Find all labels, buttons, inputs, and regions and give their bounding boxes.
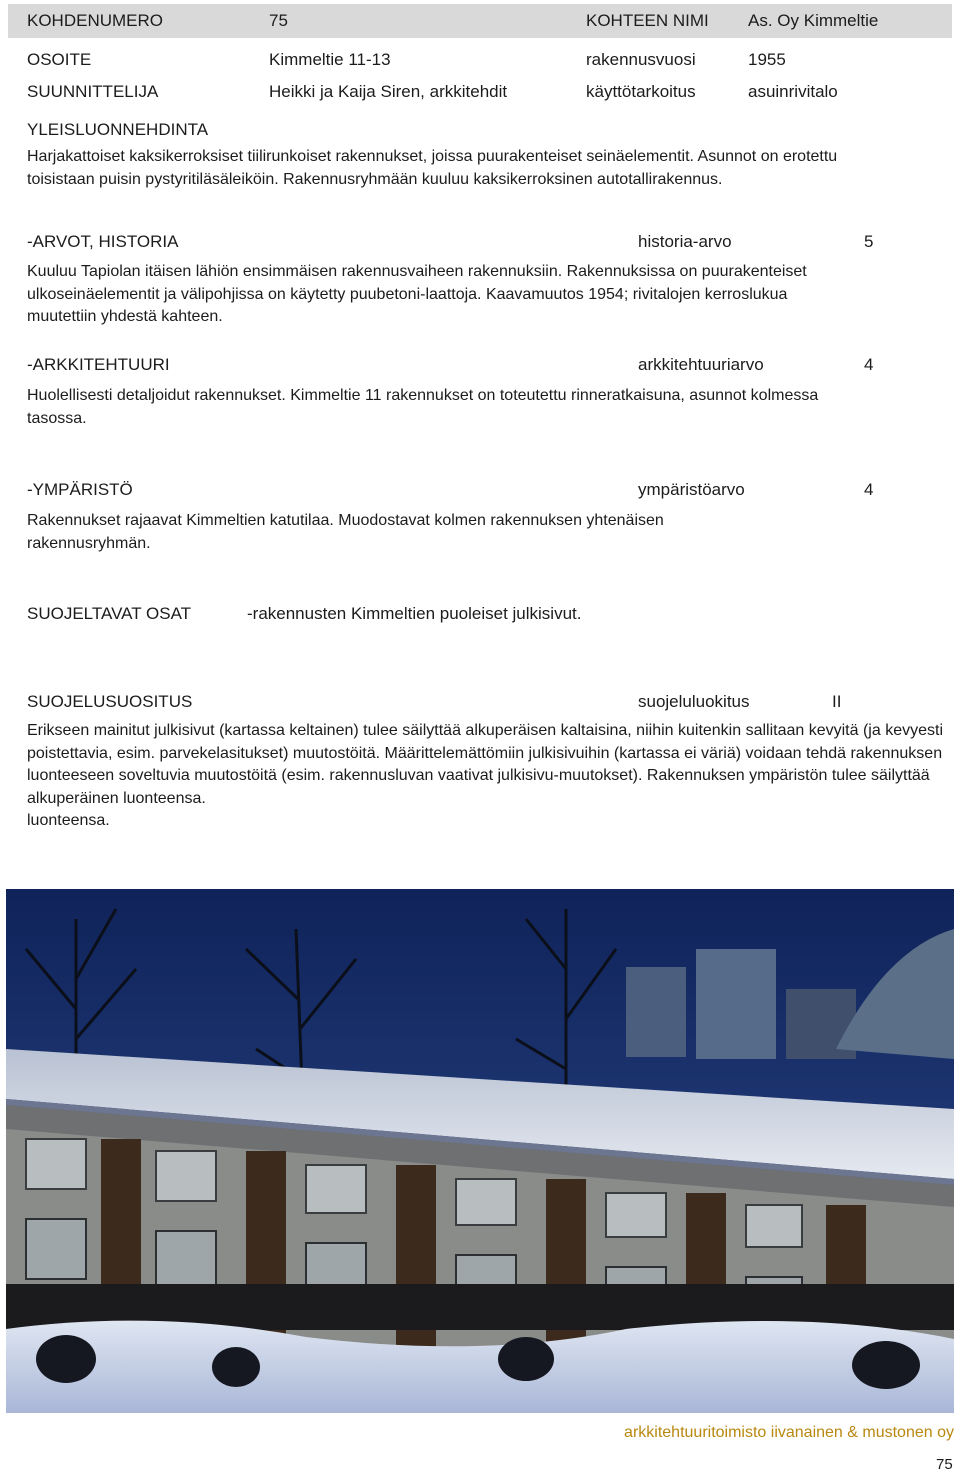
footer-firm-name: arkkitehtuuritoimisto iivanainen & mustonen oy xyxy=(624,1424,954,1441)
building-photo xyxy=(6,889,954,1413)
suojeltavat-text: -rakennusten Kimmeltien puoleiset julkisivut. xyxy=(247,604,582,623)
ymparistoarvo-value: 4 xyxy=(864,480,874,499)
arkkitehtuuri-text: Huolellisesti detaljoidut rakennukset. Kimmeltie 11 rakennukset on toteutettu rinneratkaisuna, asunnot kolmessa tasossa. xyxy=(27,387,819,427)
arkkitehtuuriarvo-label: arkkitehtuuriarvo xyxy=(638,355,764,374)
kohdenumero-label: KOHDENUMERO xyxy=(27,11,164,30)
kayttotarkoitus-value: asuinrivitalo xyxy=(748,82,838,101)
historia-heading: -ARVOT, HISTORIA xyxy=(27,232,179,251)
ymparisto-heading: -YMPÄRISTÖ xyxy=(27,480,133,499)
suunnittelija-value: Heikki ja Kaija Siren, arkkitehdit xyxy=(269,82,508,101)
suojelusuositus-heading: SUOJELUSUOSITUS xyxy=(27,692,193,711)
suojeluluokitus-value: II xyxy=(832,692,842,711)
page-number: 75 xyxy=(936,1456,953,1473)
yleisluonnehdinta-heading: YLEISLUONNEHDINTA xyxy=(27,120,209,139)
ymparisto-text: Rakennukset rajaavat Kimmeltien katutilaa. Muodostavat kolmen rakennuksen yhtenäisen rakennusryhmän. xyxy=(27,512,664,552)
kohteen-nimi-label: KOHTEEN NIMI xyxy=(586,11,709,30)
suojeltavat-heading: SUOJELTAVAT OSAT xyxy=(27,604,192,623)
arkkitehtuuriarvo-value: 4 xyxy=(864,355,874,374)
yleisluonnehdinta-text: Harjakattoiset kaksikerroksiset tiilirunkoiset rakennukset, joissa puurakenteiset seinäelementit. Asunnot on erotettu toisistaan puisin pystyritiläsäleiköin. Rakennusryhmään kuuluu kaksikerroksinen autotallirakennus. xyxy=(27,148,838,188)
rakennusvuosi-label: rakennusvuosi xyxy=(586,50,696,69)
historia-text: Kuuluu Tapiolan itäisen lähiön ensimmäisen rakennusvaiheen rakennuksiin. Rakennuksissa on puurakenteiset ulkoseinäelementit ja välipohjissa on käytetty puubetoni-laattoja. Kaavamuutos 1954; rivitalojen kerroslukua muutettiin yhdestä kahteen. xyxy=(27,263,807,325)
suojelusuositus-text-extra: luonteensa. xyxy=(27,812,110,829)
historia-arvo-value: 5 xyxy=(864,232,874,251)
osoite-label: OSOITE xyxy=(27,50,92,69)
suojeluluokitus-label: suojeluluokitus xyxy=(638,692,750,711)
ymparistoarvo-label: ympäristöarvo xyxy=(638,480,745,499)
osoite-value: Kimmeltie 11-13 xyxy=(269,50,391,69)
rakennusvuosi-value: 1955 xyxy=(748,50,786,69)
arkkitehtuuri-heading: -ARKKITEHTUURI xyxy=(27,355,170,374)
historia-arvo-label: historia-arvo xyxy=(638,232,732,251)
kohteen-nimi-value: As. Oy Kimmeltie xyxy=(748,11,879,30)
suunnittelija-label: SUUNNITTELIJA xyxy=(27,82,159,101)
suojelusuositus-text: Erikseen mainitut julkisivut (kartassa keltainen) tulee säilyttää alkuperäisen kaltaisina, niihin kuitenkin sallitaan kevyitä (ja kevyesti poistettavia, esim. parvekelasitukset) muutostöitä. Määrittelemättömiin julkisivuihin (kartassa ei väriä) voidaan tehdä rakennuksen luonteeseen soveltuvia muutostöitä (esim. rakennusluvan vaativat julkisivu-muutokset). Rakennuksen ympäristön tulee säilyttää alkuperäinen luonteensa. xyxy=(27,722,943,807)
kohdenumero-value: 75 xyxy=(269,11,288,30)
kayttotarkoitus-label: käyttötarkoitus xyxy=(586,82,696,101)
